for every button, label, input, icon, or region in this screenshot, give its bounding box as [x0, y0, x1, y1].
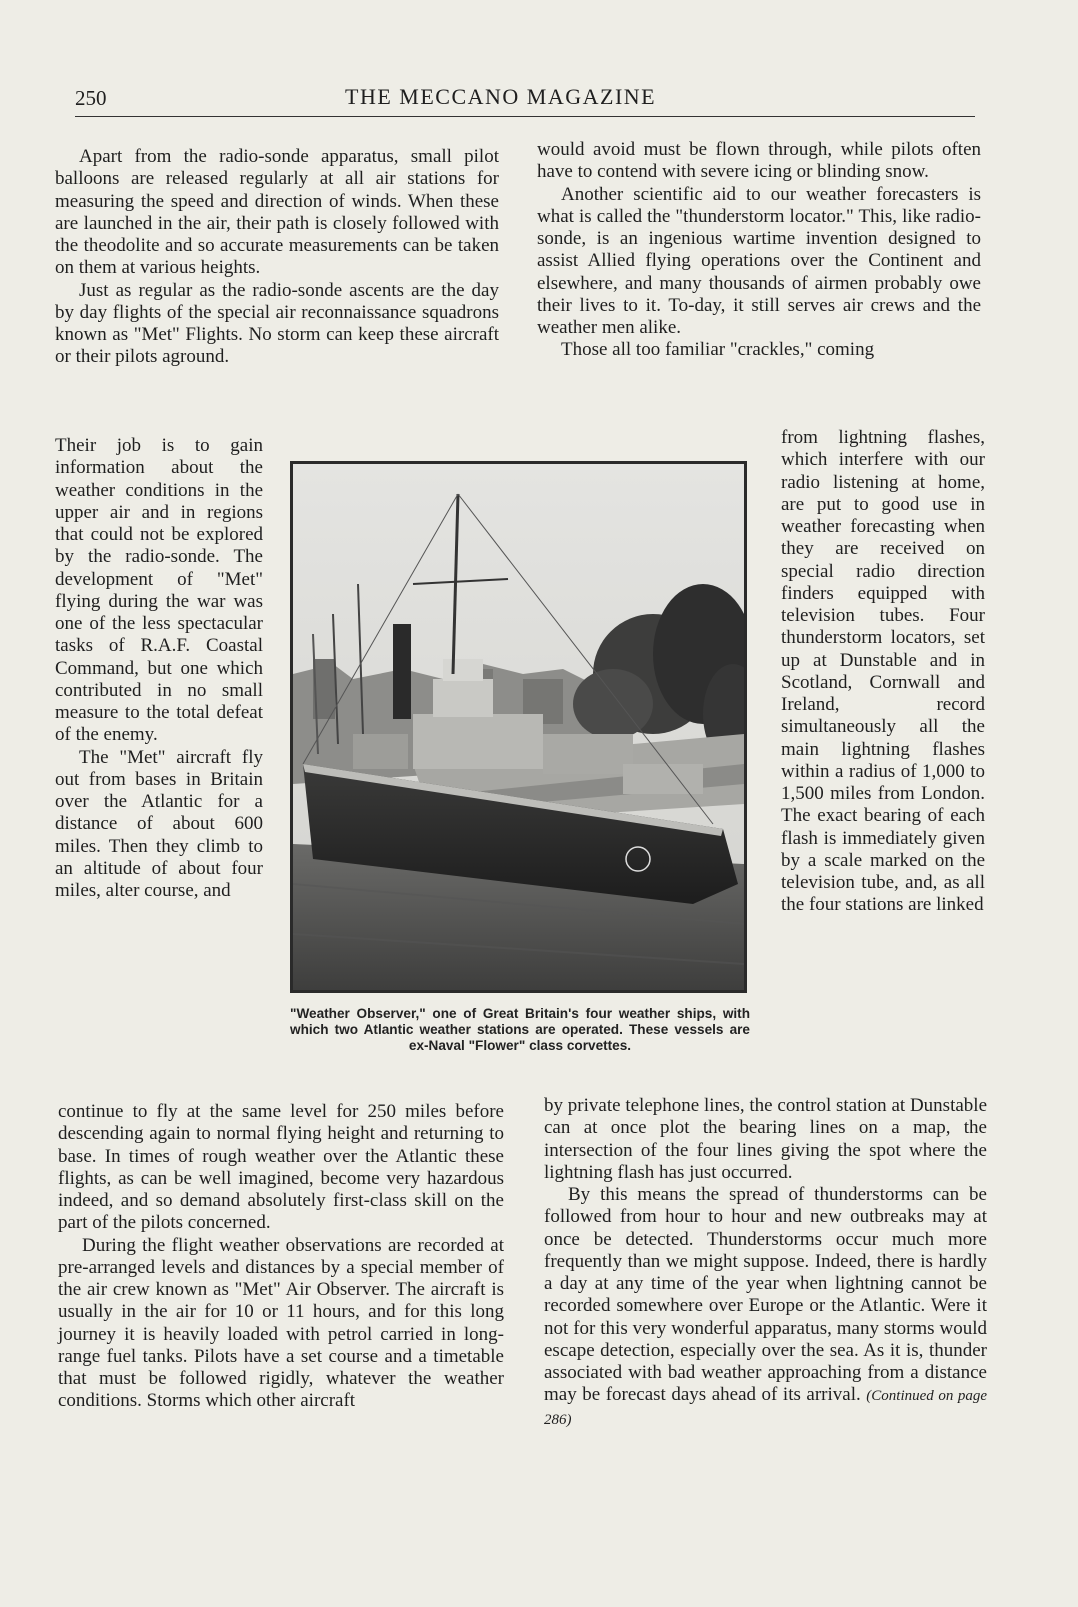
weather-ship-illustration: [293, 464, 744, 990]
left-column-bottom: [58, 1101, 504, 1413]
page-header: [75, 82, 975, 117]
paragraph-met-flights: Just as regular as the radio-sonde ascents are the day by day flights of the special air reconnaissance squadrons known as "Met" Flights. No storm can keep these aircraft or their pilots aground.: [55, 279, 499, 368]
paragraph-spread-text: By this means the spread of thunderstorms can be followed from hour to hour and new outbreaks may at once be detected. Thunderstorms occur much more frequently than we might suppose. Indeed, there is hardly a day at any time of the year when lightning cannot be recorded somewhere over Europe or the Atlantic. Were it not for this very wonderful apparatus, many storms would escape detection, especially over the sea. As it is, thunder associated with bad weather approaching from a distance may be forecast days ahead of its arrival.: [544, 1184, 987, 1406]
paragraph-met-aircraft: The "Met" aircraft fly out from bases in Britain over the Atlantic for a distance of about 600 miles. Then they climb to an altitude of about four miles, alter course, and: [55, 746, 263, 901]
paragraph-spread-of-thunderstorms: [544, 1184, 987, 1431]
right-column-narrow: [781, 427, 985, 917]
right-column-bottom: [544, 1095, 987, 1431]
left-column-narrow: [55, 435, 263, 902]
magazine-title: THE MECCANO MAGAZINE: [345, 84, 657, 109]
paragraph-storms-cont: would avoid must be flown through, while pilots often have to contend with severe icing or blinding snow.: [537, 139, 981, 183]
paragraph-crackles-cont: from lightning flashes, which interfere with our radio listening at home, are put to good use in weather forecasting when they are received on special radio direction finders equipped with television tubes. Four thunderstorm locators, set up at Dunstable and in Scotland, Cornwall and Ireland, record simultaneously all the main lightning flashes within a radius of 1,000 to 1,500 miles from London. The exact bearing of each flash is immediately given by a scale marked on the television tube, and, as all the four stations are linked: [781, 427, 985, 916]
paragraph-met-aircraft-cont: continue to fly at the same level for 250 miles before descending again to normal flying height and returning to base. In times of rough weather over the Atlantic these flights, as can be well imagined, become very hazardous indeed, and so demand absolutely first-class skill on the part of the pilots concerned.: [58, 1101, 504, 1234]
paragraph-crackles: Those all too familiar "crackles," coming: [561, 339, 875, 361]
paragraph-crackles-end: by private telephone lines, the control station at Dunstable can at once plot the bearing lines on a map, the intersection of the four lines giving the spot where the lightning flash has just occurred.: [544, 1095, 987, 1183]
paragraph-met-flights-cont: Their job is to gain information about the weather conditions in the upper air and in regions that could not be explored by the radio-sonde. The development of "Met" flying during the war was one of the less spectacular tasks of R.A.F. Coastal Command, but one which contributed in no small measure to the total defeat of the enemy.: [55, 435, 263, 746]
left-column-top: [55, 146, 499, 369]
page-number: 250: [75, 86, 107, 110]
paragraph-pilot-balloons: Apart from the radio-sonde apparatus, small pilot balloons are released regularly at all air stations for measuring the speed and direction of winds. When these are launched in the air, their path is closely followed with the theodolite and so accurate measurements can be taken on them at various heights.: [55, 146, 499, 279]
weather-ship-photo: [290, 461, 747, 993]
paragraph-thunderstorm-locator: Another scientific aid to our weather forecasters is what is called the "thunderstorm locator." This, like radio-sonde, is an ingenious wartime invention designed to assist Allied flying operations over the Continent and elsewhere, and many thousands of airmen probably owe their lives to it. To-day, it still serves air crews and the weather men alike.: [537, 183, 981, 338]
photo-caption: "Weather Observer," one of Great Britain's four weather ships, with which two Atlantic weather stations are operated. These vessels are ex-Naval "Flower" class corvettes.: [290, 1006, 750, 1053]
continued-note: (Continued on page 286): [544, 1388, 988, 1428]
paragraph-flight-observations: During the flight weather observations are recorded at pre-arranged levels and distances by a special member of the air crew known as "Met" Air Observer. The aircraft is usually in the air for 10 or 11 hours, and for this long journey it is heavily loaded with petrol carried in long-range fuel tanks. Pilots have a set course and a timetable that must be followed rigidly, whatever the weather conditions. Storms which other aircraft: [58, 1234, 504, 1412]
right-column-top: [537, 139, 981, 362]
